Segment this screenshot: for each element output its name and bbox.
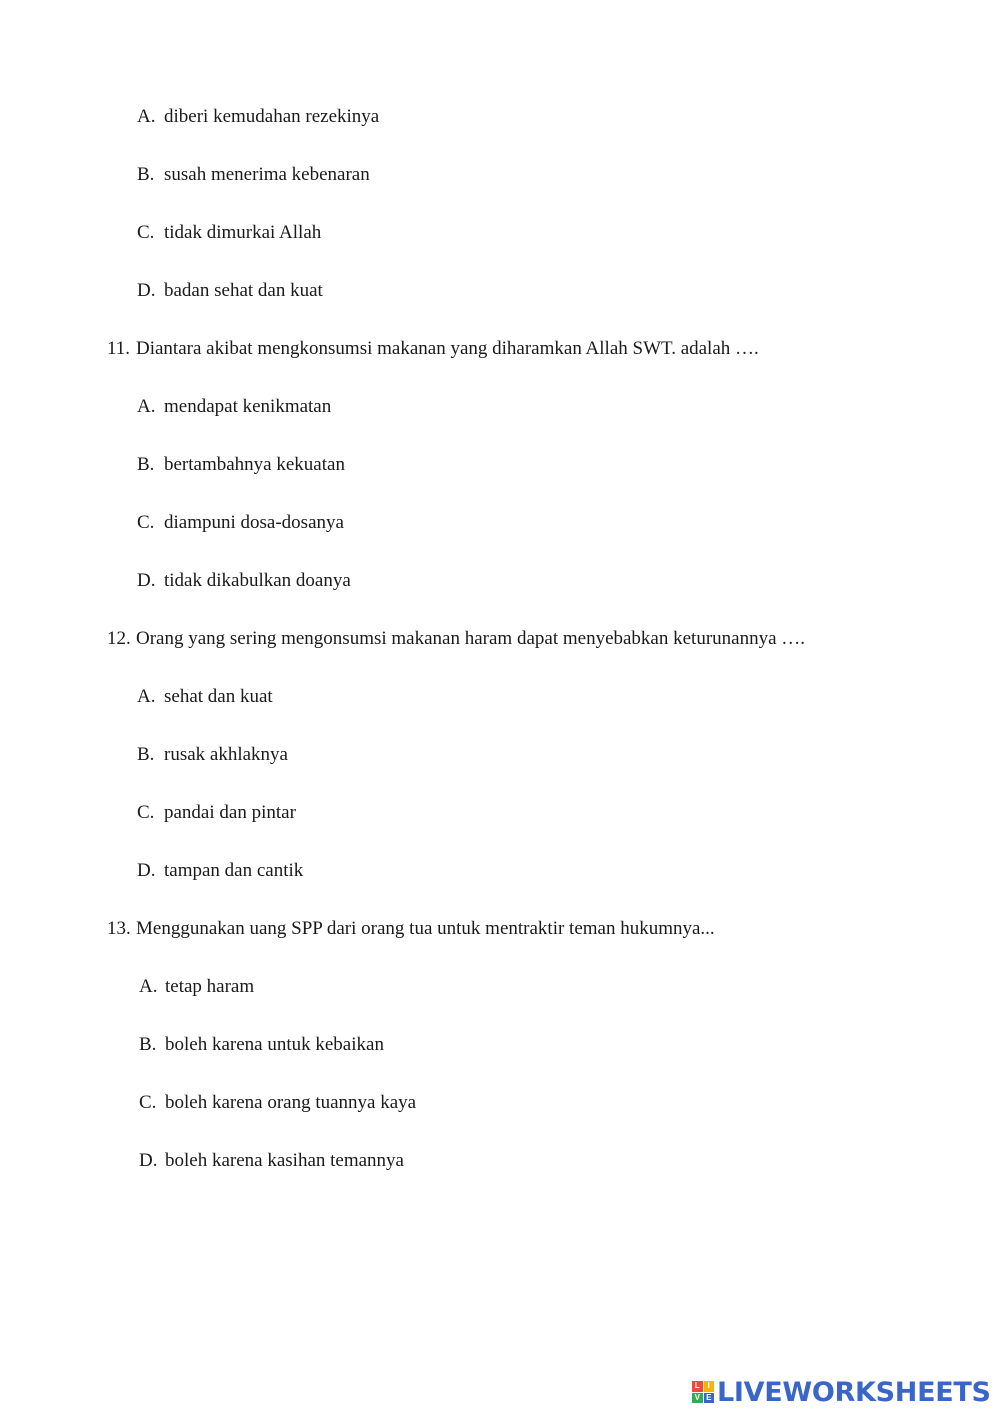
question-number: 11. bbox=[107, 338, 131, 359]
q11-option-b[interactable] bbox=[137, 453, 345, 477]
question-text: Diantara akibat mengkonsumsi makanan yang diharamkan Allah SWT. adalah …. bbox=[136, 338, 759, 359]
option-text: tidak dikabulkan doanya bbox=[164, 570, 351, 591]
option-letter: A. bbox=[137, 686, 156, 707]
question-text: Menggunakan uang SPP dari orang tua untuk mentraktir teman hukumnya... bbox=[136, 918, 715, 939]
option-c[interactable] bbox=[137, 221, 321, 245]
option-text: badan sehat dan kuat bbox=[164, 280, 323, 301]
option-text: sehat dan kuat bbox=[164, 686, 273, 707]
option-text: tetap haram bbox=[165, 976, 255, 997]
q11-option-d[interactable] bbox=[137, 569, 351, 593]
logo-cell-v: V bbox=[692, 1393, 703, 1404]
q11-option-a[interactable] bbox=[137, 395, 331, 419]
option-letter: C. bbox=[137, 512, 155, 533]
question-11 bbox=[107, 337, 759, 361]
question-13 bbox=[107, 917, 715, 941]
option-text: tampan dan cantik bbox=[164, 860, 304, 881]
q13-option-d[interactable] bbox=[139, 1149, 404, 1173]
logo-cell-e: E bbox=[704, 1393, 715, 1404]
option-letter: B. bbox=[137, 454, 155, 475]
option-d[interactable] bbox=[137, 279, 323, 303]
q12-option-a[interactable] bbox=[137, 685, 273, 709]
q13-option-c[interactable] bbox=[139, 1091, 416, 1115]
option-letter: A. bbox=[139, 976, 158, 997]
option-a[interactable] bbox=[137, 105, 379, 129]
option-text: mendapat kenikmatan bbox=[164, 396, 332, 417]
option-letter: D. bbox=[137, 280, 156, 301]
question-number: 12. bbox=[107, 628, 131, 649]
liveworksheets-logo-icon bbox=[692, 1381, 714, 1403]
logo-cell-i: I bbox=[704, 1381, 715, 1392]
option-letter: B. bbox=[137, 744, 155, 765]
option-letter: B. bbox=[139, 1034, 157, 1055]
option-letter: A. bbox=[137, 396, 156, 417]
option-letter: C. bbox=[137, 222, 155, 243]
option-text: pandai dan pintar bbox=[164, 802, 296, 823]
option-b[interactable] bbox=[137, 163, 370, 187]
q12-option-c[interactable] bbox=[137, 801, 296, 825]
question-number: 13. bbox=[107, 918, 131, 939]
option-text: bertambahnya kekuatan bbox=[164, 454, 345, 475]
q11-option-c[interactable] bbox=[137, 511, 344, 535]
option-text: rusak akhlaknya bbox=[164, 744, 288, 765]
option-letter: B. bbox=[137, 164, 155, 185]
option-text: boleh karena orang tuannya kaya bbox=[165, 1092, 417, 1113]
option-letter: D. bbox=[139, 1150, 158, 1171]
question-text: Orang yang sering mengonsumsi makanan haram dapat menyebabkan keturunannya …. bbox=[136, 628, 806, 649]
option-text: susah menerima kebenaran bbox=[164, 164, 370, 185]
option-text: diampuni dosa-dosanya bbox=[164, 512, 344, 533]
q12-option-d[interactable] bbox=[137, 859, 303, 883]
logo-cell-l: L bbox=[692, 1381, 703, 1392]
question-12 bbox=[107, 627, 805, 651]
option-text: diberi kemudahan rezekinya bbox=[164, 106, 380, 127]
option-letter: D. bbox=[137, 860, 156, 881]
option-text: boleh karena kasihan temannya bbox=[165, 1150, 404, 1171]
q12-option-b[interactable] bbox=[137, 743, 288, 767]
q13-option-b[interactable] bbox=[139, 1033, 384, 1057]
option-text: tidak dimurkai Allah bbox=[164, 222, 322, 243]
option-text: boleh karena untuk kebaikan bbox=[165, 1034, 384, 1055]
liveworksheets-logo bbox=[692, 1376, 991, 1408]
liveworksheets-logo-text: LIVEWORKSHEETS bbox=[717, 1376, 991, 1408]
q13-option-a[interactable] bbox=[139, 975, 254, 999]
option-letter: D. bbox=[137, 570, 156, 591]
option-letter: C. bbox=[137, 802, 155, 823]
option-letter: C. bbox=[139, 1092, 157, 1113]
option-letter: A. bbox=[137, 106, 156, 127]
